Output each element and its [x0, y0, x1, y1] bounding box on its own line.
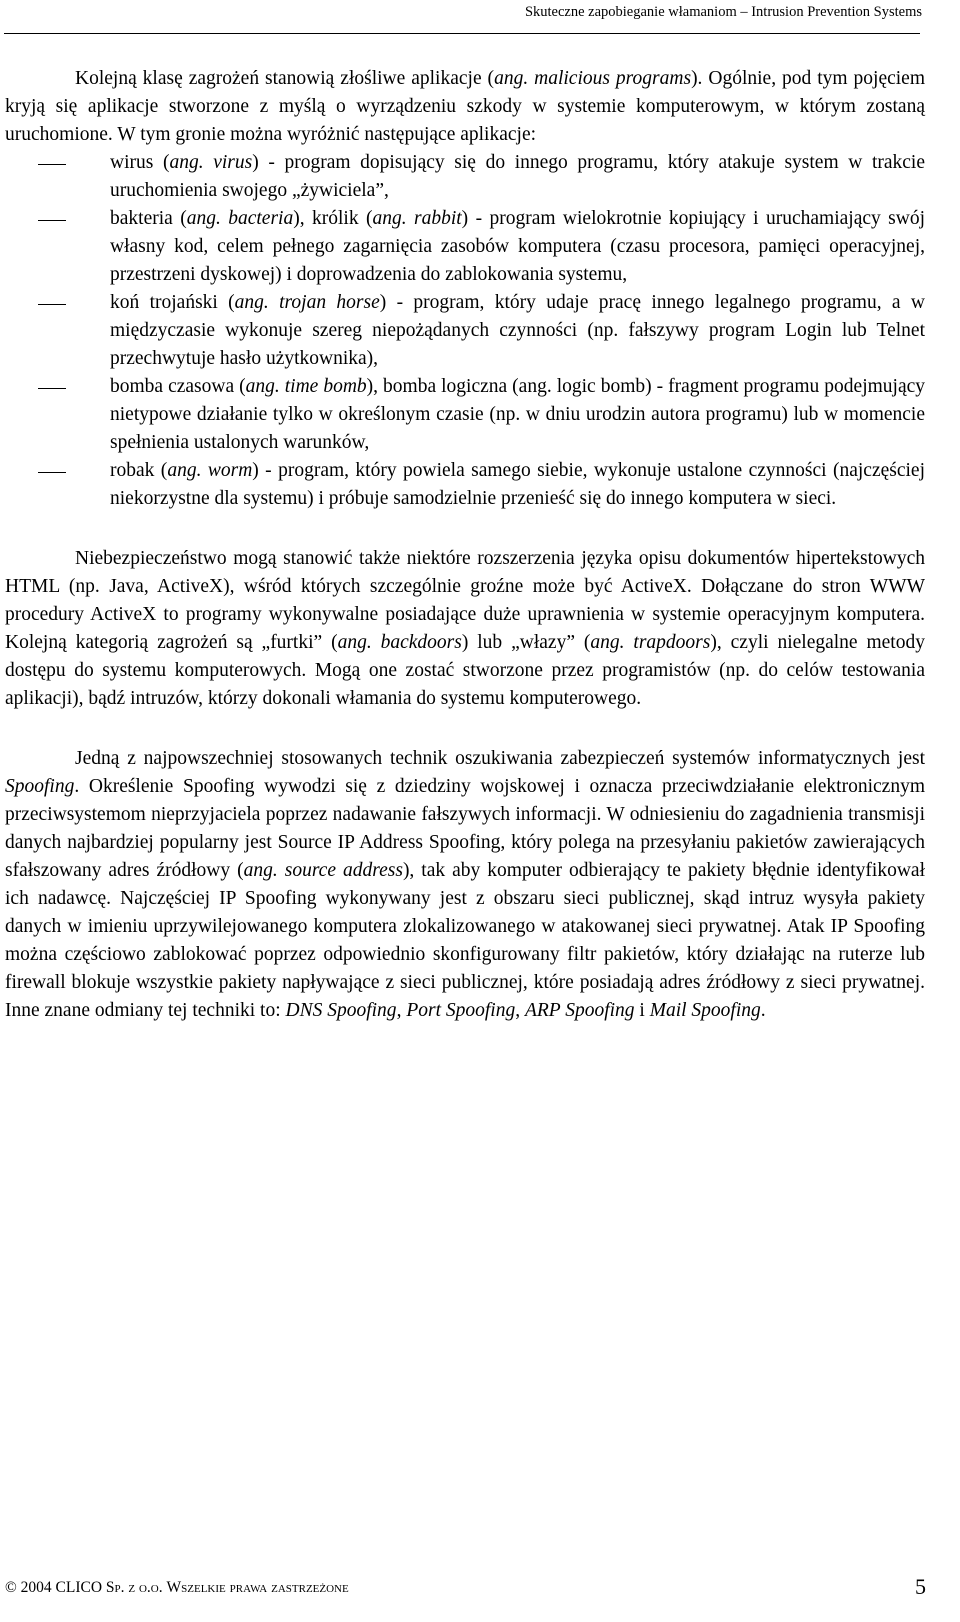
page-footer [0, 1570, 960, 1622]
company-suffix: Sp. z o.o. [105, 1579, 163, 1596]
italic-term: DNS Spoofing [285, 1000, 397, 1021]
text-run: ) - program, który udaje pracę innego legalnego programu, a w międzyczasie wykonuje szereg niepożądanych czynności (np. fałszywy program Login lub Telnet przechwytuje hasło użytkownika), [110, 292, 925, 369]
malware-list [5, 149, 925, 513]
paragraph-spoofing [5, 745, 925, 1025]
text-run: bomba czasowa ( [110, 376, 246, 397]
list-item-trojan-horse [5, 289, 925, 373]
italic-term: ang. source address [243, 860, 403, 881]
header-divider [4, 33, 920, 34]
text-run: ) - program, który powiela samego siebie, wykonuje ustalone czynności (najczęściej niekorzystne dla systemu) i próbuje samodzielnie przenieść się do innego komputera w sieci. [110, 460, 925, 509]
text-run: . Określenie Spoofing wywodzi się z dziedziny wojskowej i oznacza przeciwdziałanie elektronicznym przeciwsystemom nieprzyjaciela poprzez nadawanie fałszywych informacji. W odniesieniu do zagadnienia transmisji danych najbardziej popularny jest Source IP Address Spoofing, który polega na przesyłaniu pakietów zawierających sfałszowany adres źródłowy ( [5, 776, 925, 881]
list-item-worm [5, 457, 925, 513]
italic-term: ang. trojan horse [234, 292, 380, 313]
italic-term: Port Spoofing [406, 1000, 516, 1021]
text-run: wirus ( [110, 152, 170, 173]
text-run: koń trojański ( [110, 292, 235, 313]
running-header-title: Skuteczne zapobieganie włamaniom – Intrusion Prevention Systems [524, 4, 922, 20]
text-run: , [396, 1000, 407, 1021]
document-body [5, 65, 925, 1025]
text-run: ), królik ( [293, 208, 373, 229]
text-run: ). Ogólnie, pod tym pojęciem kryją się aplikacje stworzone z myślą o wyrządzeniu szkody w systemie komputerowym, w którym zostaną uruchomione. W tym gronie można wyróżnić następujące aplikacje: [5, 68, 926, 145]
italic-term: ang. virus [169, 152, 253, 173]
text-run: ), tak aby komputer odbierający te pakiety błędnie identyfikował ich nadawcę. Najczęściej IP Spoofing wykonywany jest z obszaru sieci publicznej, skąd intruz wysyła pakiety danych w imieniu uprzywilejowanego komputera zlokalizowanego w atakowanej sieci prywatnej. Atak IP Spoofing można częściowo zablokować poprzez odpowiednio skonfigurowany filtr pakietów, który działając na ruterze lub firewall blokuje wszystkie pakiety napływające z sieci publicznej, które posiadają adres źródłowy z sieci prywatnej. Inne znane odmiany tej techniki to: [5, 860, 926, 1021]
copyright-text: © 2004 CLICO [5, 1579, 106, 1596]
text-run: ), czyli nielegalne metody dostępu do systemu komputerowych. Mogą one zostać stworzone przez programistów (np. do celów testowania aplikacji), bądź intruzów, którzy dokonali włamania do systemu komputerowego. [5, 632, 925, 709]
page-header [0, 0, 960, 30]
italic-term: ang. time bomb [245, 376, 367, 397]
text-run: Jedną z najpowszechniej stosowanych technik oszukiwania zabezpieczeń systemów informatycznych jest [75, 748, 925, 769]
italic-term: ang. rabbit [372, 208, 462, 229]
italic-term: ang. worm [167, 460, 253, 481]
italic-term: ang. backdoors [337, 632, 462, 653]
text-run: ) - program dopisujący się do innego programu, który atakuje system w trakcie uruchomienia swojego „żywiciela”, [110, 152, 926, 201]
text-run: , [515, 1000, 525, 1021]
footer-copyright [5, 1579, 349, 1597]
text-run: ) lub „włazy” ( [461, 632, 591, 653]
text-run: . [760, 1000, 766, 1021]
list-item-time-bomb [5, 373, 925, 457]
text-run: ), bomba logiczna (ang. logic bomb) - fragment programu podejmujący nietypowe działanie tylko w określonym czasie (np. w dniu urodzin autora programu) lub w momencie spełnienia ustalonych warunków, [110, 376, 926, 453]
italic-term: ARP Spoofing [524, 1000, 635, 1021]
text-run: ) - program wielokrotnie kopiujący i uruchamiający swój własny kod, celem pełnego zagarnięcia zasobów komputera (czasu procesora, pamięci operacyjnej, przestrzeni dyskowej) i doprowadzenia do zablokowania systemu, [110, 208, 925, 285]
text-run: robak ( [110, 460, 168, 481]
text-run: bakteria ( [110, 208, 187, 229]
italic-term: ang. bacteria [186, 208, 294, 229]
list-item-virus [5, 149, 925, 205]
list-item-bacteria-rabbit [5, 205, 925, 289]
italic-term: Mail Spoofing [649, 1000, 761, 1021]
text-run: Kolejną klasę zagrożeń stanowią złośliwe aplikacje ( [75, 68, 495, 89]
paragraph-activex-backdoors [5, 545, 925, 713]
rights-reserved: Wszelkie prawa zastrzeżone [166, 1579, 349, 1596]
page-number: 5 [915, 1574, 926, 1599]
italic-term: ang. malicious programs [494, 68, 692, 89]
text-run: i [634, 1000, 650, 1021]
text-run: Niebezpieczeństwo mogą stanowić także niektóre rozszerzenia języka opisu dokumentów hipertekstowych HTML (np. Java, ActiveX), wśród których szczególnie groźne może być ActiveX. Dołączane do stron WWW procedury ActiveX to programy wykonywalne posiadające duże uprawnienia w systemie operacyjnym komputera. Kolejną kategorią zagrożeń są „furtki” ( [5, 548, 925, 653]
italic-term: ang. trapdoors [590, 632, 711, 653]
italic-term: Spoofing [5, 776, 75, 797]
paragraph-malicious-programs [5, 65, 925, 149]
